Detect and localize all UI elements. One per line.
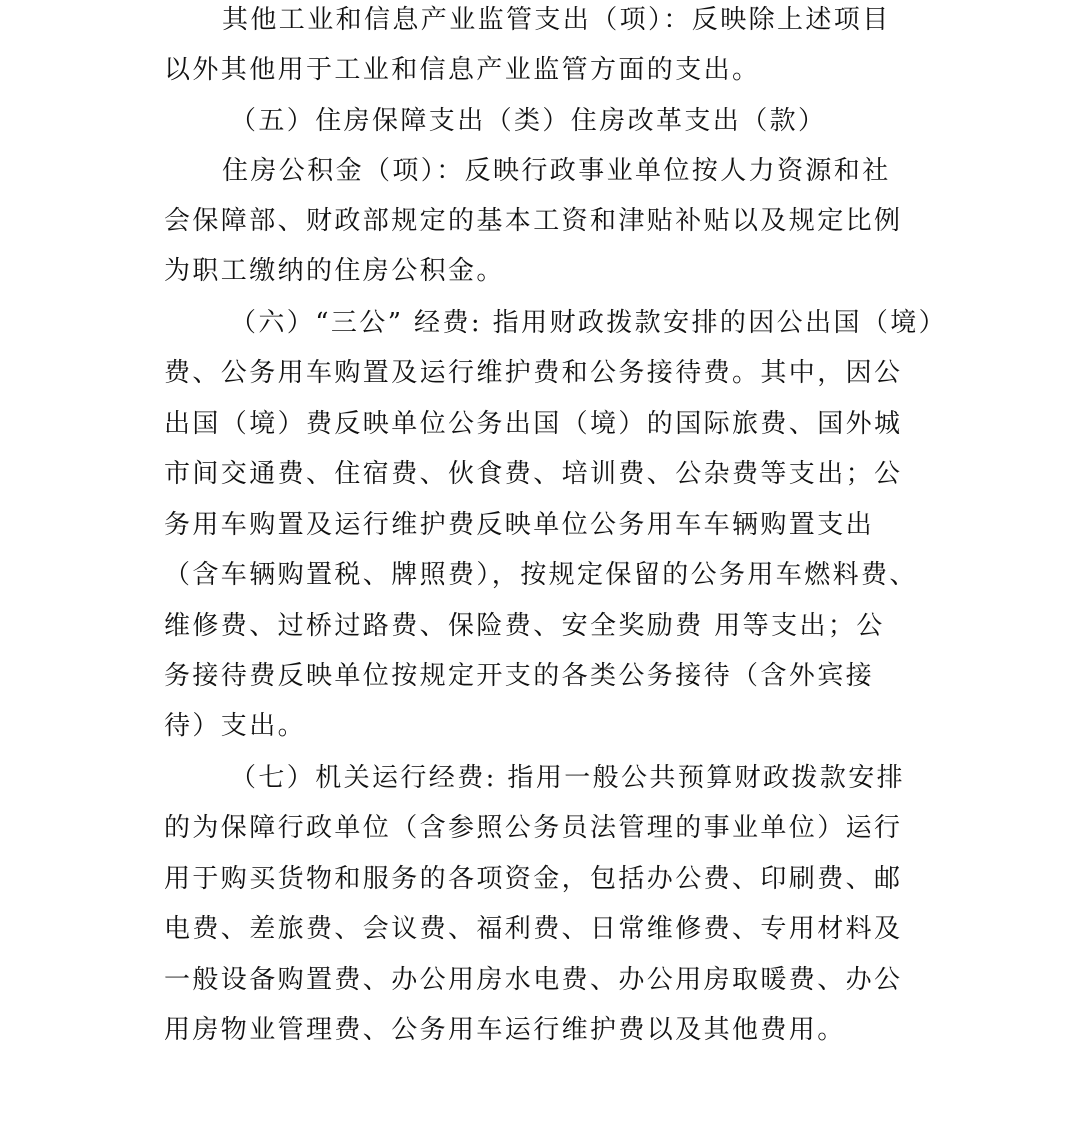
section-heading: （六）“三公” 经费: 指用财政拨款安排的因公出国（境） [230,308,948,338]
paragraph-line: 待）支出。 [164,711,307,741]
paragraph-line: 一般设备购置费、办公用房水电费、办公用房取暖费、办公 [164,965,903,995]
paragraph-line: 用于购买货物和服务的各项资金，包括办公费、印刷费、邮 [164,864,903,894]
paragraph-line: 会保障部、财政部规定的基本工资和津贴补贴以及规定比例 [164,206,903,236]
paragraph-line: 出国（境）费反映单位公务出国（境）的国际旅费、国外城 [164,409,903,439]
section-heading: （五）住房保障支出（类）住房改革支出（款） [230,106,827,136]
paragraph-line: 为职工缴纳的住房公积金。 [164,256,505,286]
paragraph-line: 以外其他用于工业和信息产业监管方面的支出。 [164,55,761,85]
paragraph-line: 务接待费反映单位按规定开支的各类公务接待（含外宾接 [164,661,875,691]
paragraph-line: 用房物业管理费、公务用车运行维护费以及其他费用。 [164,1015,846,1045]
paragraph-line: （含车辆购置税、牌照费），按规定保留的公务用车燃料费、 [164,560,918,590]
paragraph-line: 务用车购置及运行维护费反映单位公务用车车辆购置支出 [164,510,875,540]
paragraph-line: 维修费、过桥过路费、保险费、安全奖励费 用等支出；公 [164,611,885,641]
paragraph-line: 其他工业和信息产业监管支出（项）：反映除上述项目 [222,5,891,35]
section-heading: （七）机关运行经费: 指用一般公共预算财政拨款安排 [230,763,906,793]
paragraph-line: 电费、差旅费、会议费、福利费、日常维修费、专用材料及 [164,914,903,944]
paragraph-line: 费、公务用车购置及运行维护费和公务接待费。其中，因公 [164,358,903,388]
paragraph-line: 住房公积金（项）：反映行政事业单位按人力资源和社 [222,156,891,186]
paragraph-line: 的为保障行政单位（含参照公务员法管理的事业单位）运行 [164,813,903,843]
paragraph-line: 市间交通费、住宿费、伙食费、培训费、公杂费等支出；公 [164,459,903,489]
